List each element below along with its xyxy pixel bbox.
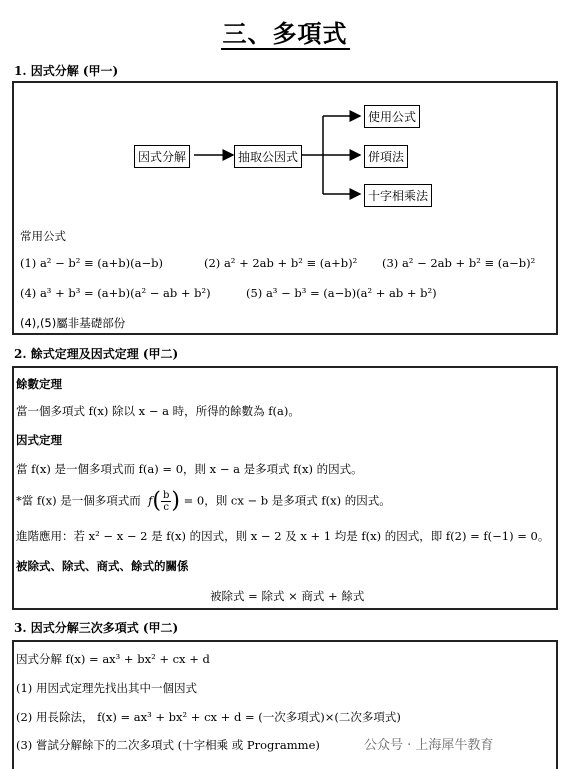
relation-title: 被除式、除式、商式、餘式的關係 xyxy=(16,559,189,573)
page-title: 三、多項式 xyxy=(222,19,348,48)
cubic-step-1: (1) 用因式定理先找出其中一個因式 xyxy=(16,681,197,695)
section1-box xyxy=(12,81,558,335)
section1-heading: 1. 因式分解 (甲一) xyxy=(14,64,119,78)
cubic-step-3: (3) 嘗試分解餘下的二次多項式 (十字相乘 或 Programme) xyxy=(16,738,320,752)
flow-node-common-factor: 抽取公因式 xyxy=(234,145,302,168)
formula-note: (4),(5)屬非基礎部份 xyxy=(20,316,126,330)
factor-theorem-text: 當 f(x) 是一個多項式而 f(a) = 0，則 x − a 是多項式 f(x) 的因式。 xyxy=(16,462,363,476)
flow-node-formula: 使用公式 xyxy=(364,105,420,128)
relation-equation: 被除式 = 除式 × 商式 + 餘式 xyxy=(210,589,365,603)
formula-2: (2) a² + 2ab + b² ≡ (a+b)² xyxy=(204,256,358,270)
common-formula-label: 常用公式 xyxy=(20,229,66,243)
formula-1: (1) a² − b² ≡ (a+b)(a−b) xyxy=(20,256,163,270)
formula-5: (5) a³ − b³ = (a−b)(a² + ab + b²) xyxy=(246,286,437,300)
section2-heading: 2. 餘式定理及因式定理 (甲二) xyxy=(14,347,179,361)
watermark: 公众号 · 上海犀牛教育 xyxy=(364,738,494,753)
cubic-step-2: (2) 用長除法， f(x) = ax³ + bx² + cx + d = (一次多項式)×(二次多項式) xyxy=(16,710,401,724)
cubic-definition: 因式分解 f(x) = ax³ + bx² + cx + d xyxy=(16,652,210,666)
formula-3: (3) a² − 2ab + b² ≡ (a−b)² xyxy=(382,256,536,270)
remainder-theorem-text: 當一個多項式 f(x) 除以 x − a 時，所得的餘數為 f(a)。 xyxy=(16,404,300,418)
remainder-theorem-title: 餘數定理 xyxy=(16,377,62,391)
flow-node-factorize: 因式分解 xyxy=(134,145,190,168)
flow-node-grouping: 併項法 xyxy=(364,145,408,168)
advanced-application: 進階應用：若 x² − x − 2 是 f(x) 的因式，則 x − 2 及 x + 1 均是 f(x) 的因式，即 f(2) = f(−1) = 0。 xyxy=(16,529,550,543)
section3-heading: 3. 因式分解三次多項式 (甲二) xyxy=(14,621,179,635)
factor-theorem-extended: *當 f(x) 是一個多項式而 f( $\frac{b}{c}$ ) = 0，則 cx − b 是多項式 f(x) 的因式。 xyxy=(16,488,391,514)
factor-theorem-title: 因式定理 xyxy=(16,433,62,447)
section2-box xyxy=(12,366,558,610)
formula-4: (4) a³ + b³ = (a+b)(a² − ab + b²) xyxy=(20,286,211,300)
flow-node-cross-method: 十字相乘法 xyxy=(364,184,432,207)
